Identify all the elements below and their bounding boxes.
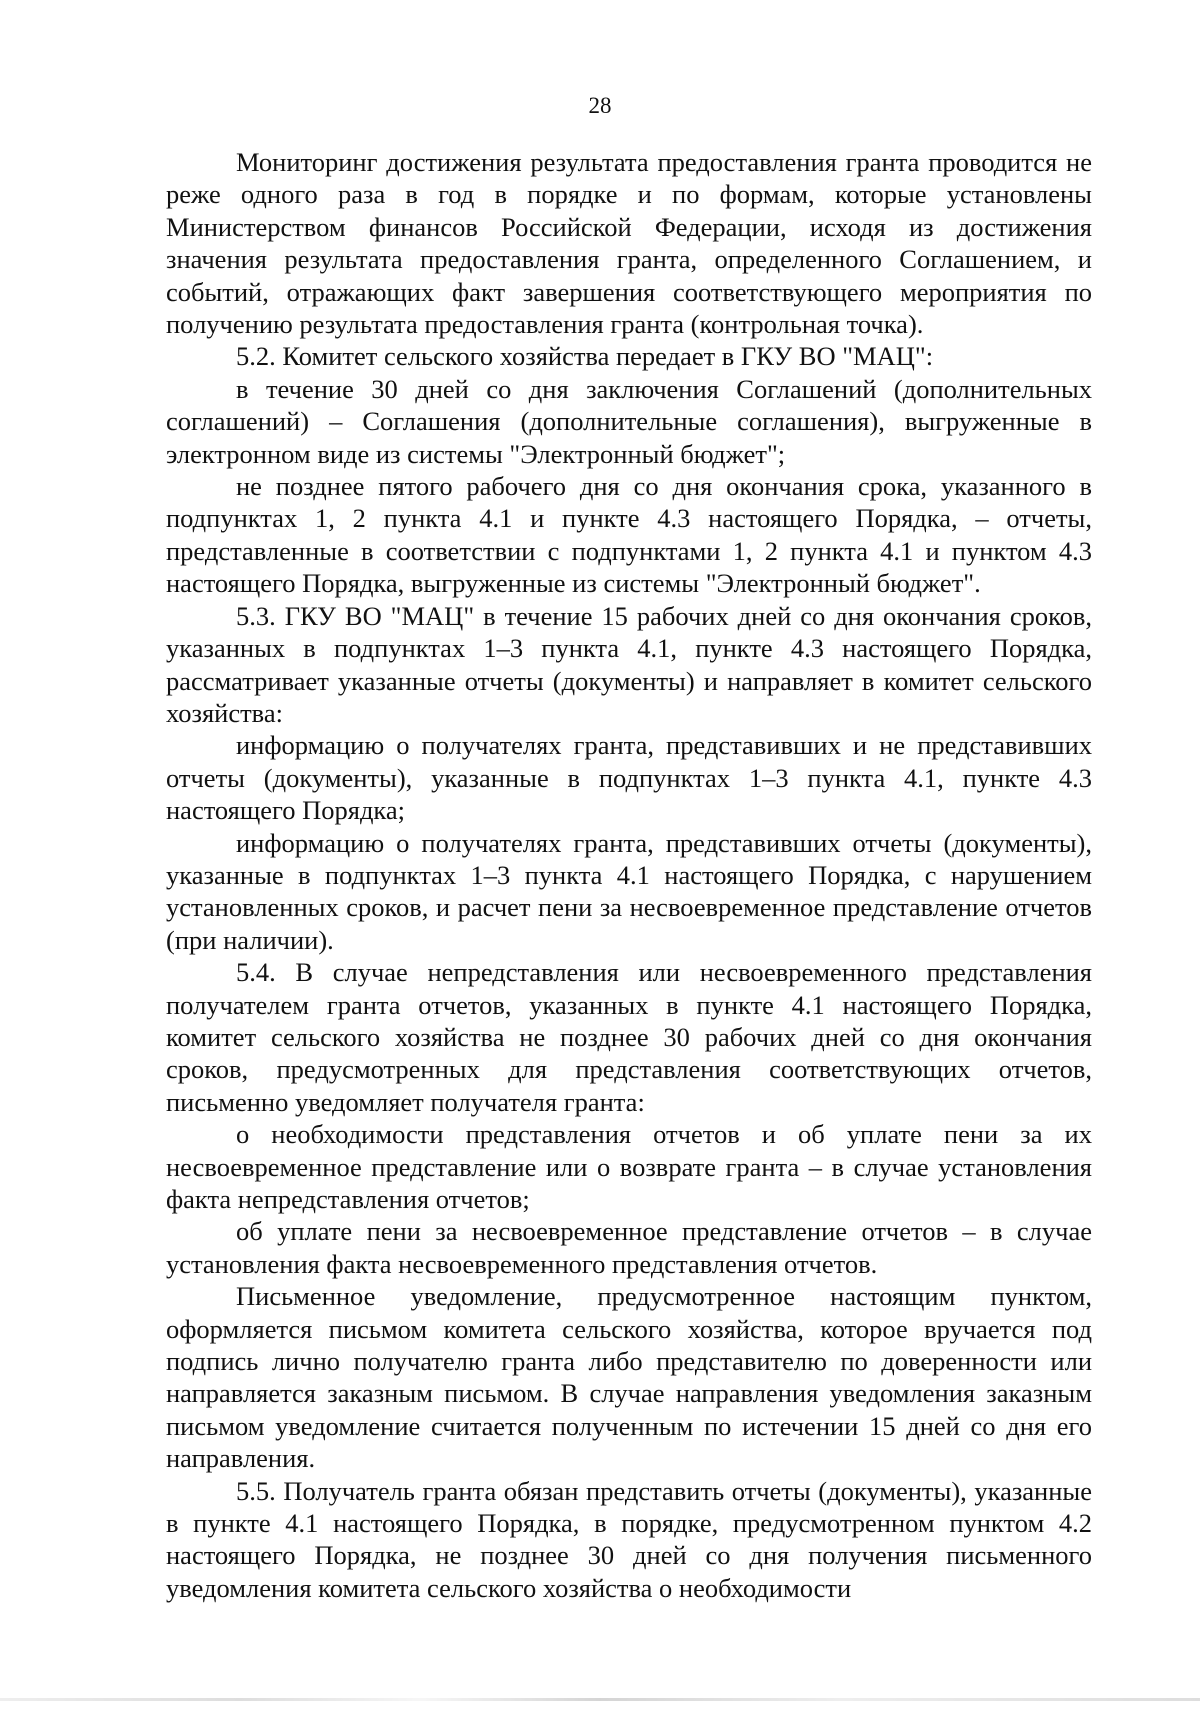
paragraph-monitoring: Мониторинг достижения результата предоставления гранта проводится не реже одного раза в год в порядке и по формам, которые установлены Министерством финансов Российской Федерации, исходя из достижения значения результата предоставления гранта, определенного Соглашением, и событий, отражающих факт завершения соответствующего мероприятия по получению результата предоставления гранта (контрольная точка).: [166, 147, 1092, 340]
paragraph-5-2-reports: не позднее пятого рабочего дня со дня окончания срока, указанного в подпунктах 1, 2 пункта 4.1 и пункте 4.3 настоящего Порядка, – отчеты, представленные в соответствии с подпунктами 1, 2 пункта 4.1 и пунктом 4.3 настоящего Порядка, выгруженные из системы "Электронный бюджет".: [166, 471, 1092, 599]
paragraph-5-4: 5.4. В случае непредставления или несвоевременного представления получателем гранта отчетов, указанных в пункте 4.1 настоящего Порядка, комитет сельского хозяйства не позднее 30 рабочих дней со дня окончания сроков, предусмотренных для представления соответствующих отчетов, письменно уведомляет получателя гранта:: [166, 957, 1092, 1117]
paragraph-5-5: 5.5. Получатель гранта обязан представить отчеты (документы), указанные в пункте 4.1 настоящего Порядка, в порядке, предусмотренном пунктом 4.2 настоящего Порядка, не позднее 30 дней со дня получения письменного уведомления комитета сельского хозяйства о необходимости: [166, 1475, 1092, 1603]
document-body: [166, 146, 1092, 1604]
paragraph-5-3-info-late: информацию о получателях гранта, представивших отчеты (документы), указанные в подпунктах 1–3 пункта 4.1 настоящего Порядка, с нарушением установленных сроков, и расчет пени за несвоевременное представление отчетов (при наличии).: [166, 827, 1092, 955]
paragraph-5-4-necessity: о необходимости представления отчетов и об уплате пени за их несвоевременное представление или о возврате гранта – в случае установления факта непредставления отчетов;: [166, 1119, 1092, 1214]
paragraph-5-3: 5.3. ГКУ ВО "МАЦ" в течение 15 рабочих дней со дня окончания сроков, указанных в подпунктах 1–3 пункта 4.1, пункте 4.3 настоящего Порядка, рассматривает указанные отчеты (документы) и направляет в комитет сельского хозяйства:: [166, 600, 1092, 728]
paragraph-5-3-info-submitted: информацию о получателях гранта, представивших и не представивших отчеты (документы), указанные в подпунктах 1–3 пункта 4.1, пункте 4.3 настоящего Порядка;: [166, 730, 1092, 826]
page-number: 28: [588, 93, 612, 118]
paragraph-written-notice: Письменное уведомление, предусмотренное настоящим пунктом, оформляется письмом комитета сельского хозяйства, которое вручается под подпись лично получателю гранта либо представителю по доверенности или направляется заказным письмом. В случае направления уведомления заказным письмом уведомление считается полученным по истечении 15 дней со дня его направления.: [166, 1281, 1092, 1474]
scan-edge-artifact: [0, 1698, 1200, 1701]
paragraph-5-4-penalty: об уплате пени за несвоевременное представление отчетов – в случае установления факта несвоевременного представления отчетов.: [166, 1216, 1092, 1279]
paragraph-5-2-agreements: в течение 30 дней со дня заключения Соглашений (дополнительных соглашений) – Соглашения (дополнительные соглашения), выгруженные в электронном виде из системы "Электронный бюджет";: [166, 373, 1092, 469]
paragraph-5-2: 5.2. Комитет сельского хозяйства передает в ГКУ ВО "МАЦ":: [236, 341, 934, 372]
